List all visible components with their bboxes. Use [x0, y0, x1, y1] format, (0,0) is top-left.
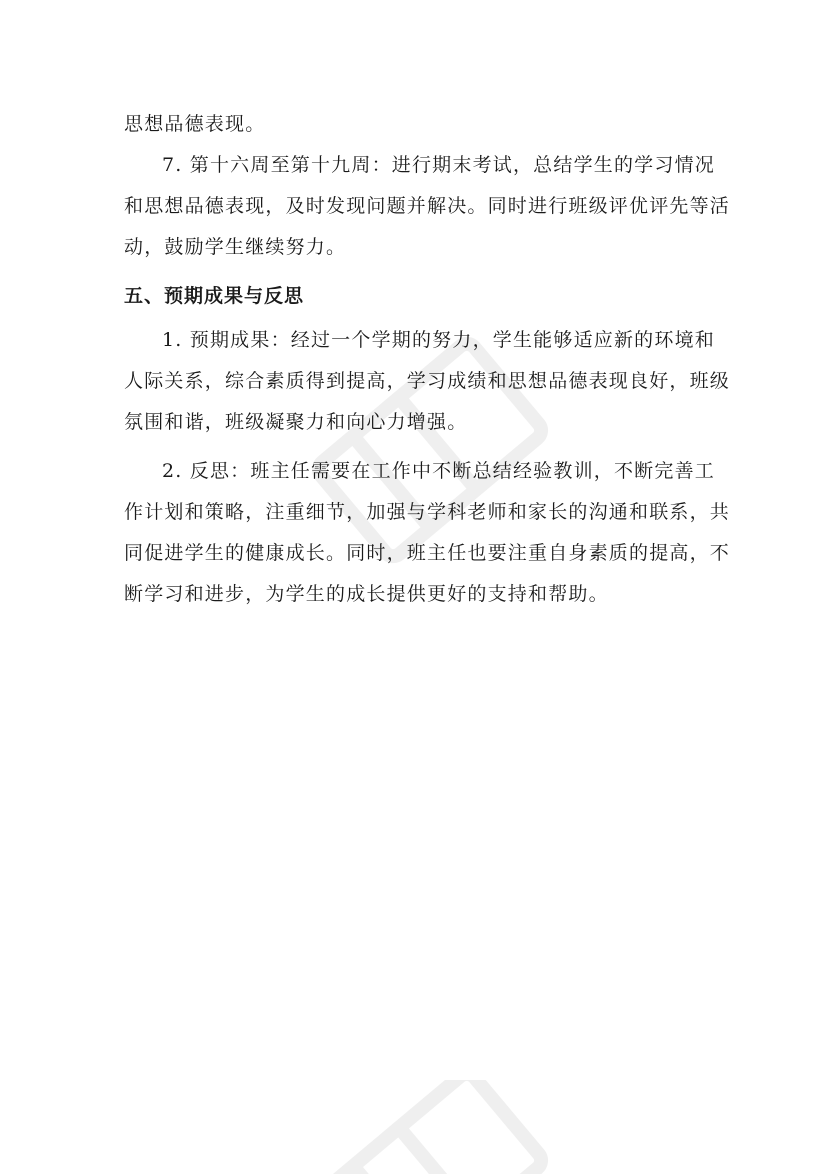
paragraph-line: 7. 第十六周至第十九周：进行期末考试，总结学生的学习情况 [162, 154, 715, 176]
section-heading: 五、预期成果与反思 [124, 285, 305, 307]
watermark-graphic-bottom [300, 1080, 560, 1174]
paragraph-line: 思想品德表现。 [124, 113, 266, 135]
paragraph-line: 作计划和策略，注重细节，加强与学科老师和家长的沟通和联系，共 [124, 501, 731, 523]
paragraph-line: 1. 预期成果：经过一个学期的努力，学生能够适应新的环境和 [162, 329, 715, 351]
paragraph-line: 2. 反思：班主任需要在工作中不断总结经验教训，不断完善工 [162, 460, 715, 482]
paragraph-line: 同促进学生的健康成长。同时，班主任也要注重自身素质的提高，不 [124, 542, 731, 564]
paragraph-line: 人际关系，综合素质得到提高，学习成绩和思想品德表现良好，班级 [124, 370, 731, 392]
paragraph-line: 动，鼓励学生继续努力。 [124, 236, 347, 258]
paragraph-line: 和思想品德表现，及时发现问题并解决。同时进行班级评优评先等活 [124, 195, 731, 217]
paragraph-line: 断学习和进步，为学生的成长提供更好的支持和帮助。 [124, 583, 609, 605]
paragraph-line: 氛围和谐，班级凝聚力和向心力增强。 [124, 411, 468, 433]
